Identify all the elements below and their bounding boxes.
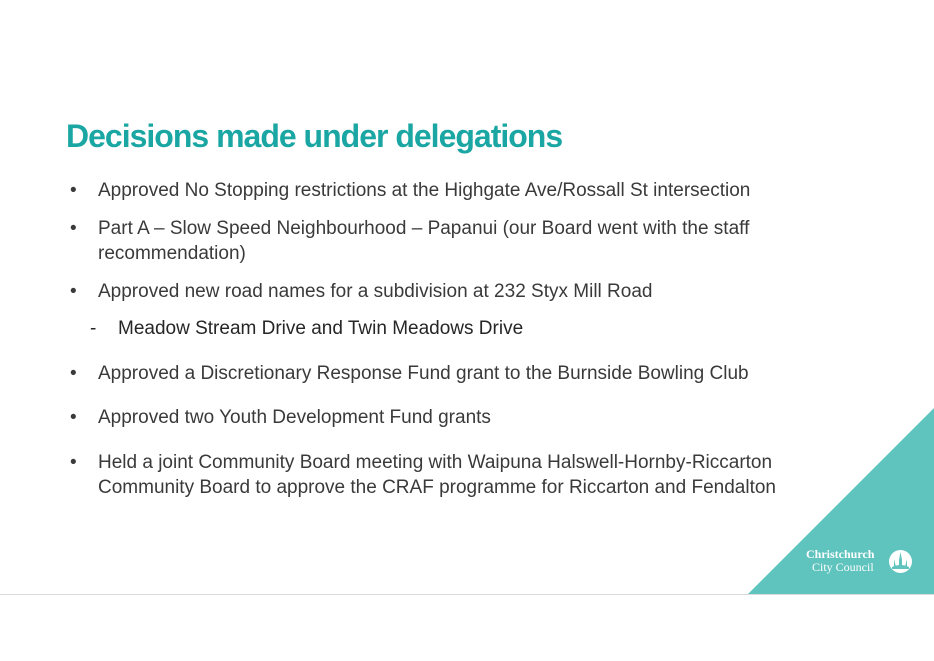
sub-bullet-marker: - — [90, 318, 97, 339]
bullet-item — [70, 450, 830, 500]
footer-divider — [0, 594, 934, 595]
bullet-text: Approved new road names for a subdivision at 232 Styx Mill Road — [98, 281, 653, 302]
council-logo — [806, 548, 874, 574]
slide-title: Decisions made under delegations — [66, 118, 563, 154]
logo-line-2: City Council — [812, 560, 874, 574]
sub-bullet-item — [70, 316, 830, 341]
sub-bullet-text: Meadow Stream Drive and Twin Meadows Drive — [118, 318, 524, 339]
bullet-marker: • — [70, 407, 77, 428]
bullet-text: Approved two Youth Development Fund grants — [98, 407, 491, 428]
bullet-marker: • — [70, 452, 77, 473]
bullet-text: Approved a Discretionary Response Fund grant to the Burnside Bowling Club — [98, 363, 749, 384]
bullet-text: Approved No Stopping restrictions at the Highgate Ave/Rossall St intersection — [98, 180, 751, 201]
bullet-list — [70, 178, 830, 500]
bullet-marker: • — [70, 218, 77, 239]
bullet-item — [70, 361, 830, 386]
bullet-text: Held a joint Community Board meeting with Waipuna Halswell-Hornby-Riccarton Community Board to approve the CRAF programme for Riccarton and Fendalton — [98, 452, 776, 498]
bullet-item — [70, 216, 798, 266]
bullet-text: Part A – Slow Speed Neighbourhood – Papanui (our Board went with the staff recommendation) — [98, 218, 750, 264]
bullet-marker: • — [70, 281, 77, 302]
bullet-marker: • — [70, 363, 77, 384]
bullet-item — [70, 279, 830, 304]
bullet-item — [70, 405, 830, 430]
cathedral-icon — [888, 549, 913, 574]
bullet-marker: • — [70, 180, 77, 201]
bullet-item — [70, 178, 830, 203]
logo-line-1: Christchurch — [806, 547, 875, 561]
